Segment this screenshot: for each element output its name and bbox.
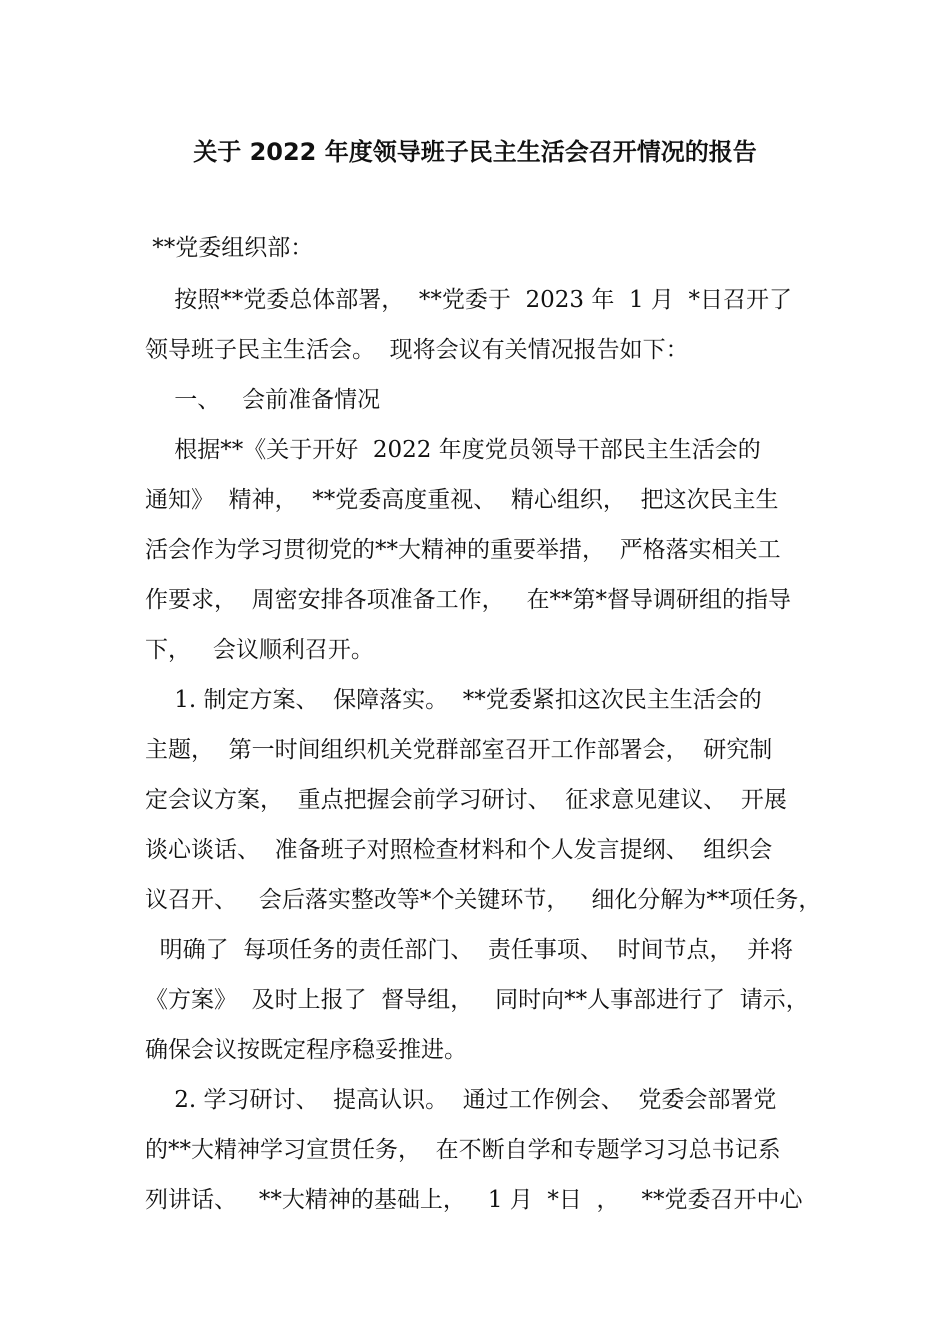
paragraph-line: 的**大精神学习宣贯任务， 在不断自学和专题学习习总书记系 — [145, 1137, 781, 1163]
paragraph-line: 主题， 第一时间组织机关党群部室召开工作部署会， 研究制 — [145, 737, 773, 763]
paragraph-line: 定会议方案， 重点把握会前学习研讨、 征求意见建议、 开展 — [145, 787, 787, 813]
paragraph-line: 按照**党委总体部署， **党委于 2023 年 1 月 *日召开了 — [145, 287, 793, 313]
paragraph-line: 谈心谈话、 准备班子对照检查材料和个人发言提纲、 组织会 — [145, 837, 773, 863]
paragraph-line: **党委组织部： — [145, 235, 314, 261]
document-title: 关于 2022 年度领导班子民主生活会召开情况的报告 — [193, 138, 757, 166]
paragraph-line: 领导班子民主生活会。 现将会议有关情况报告如下： — [145, 337, 689, 363]
section-heading: 一、 会前准备情况 — [145, 387, 381, 413]
paragraph-line: 活会作为学习贯彻党的**大精神的重要举措， 严格落实相关工 — [145, 537, 781, 563]
paragraph-line: 议召开、 会后落实整改等*个关键环节， 细化分解为**项任务， — [145, 887, 822, 913]
paragraph-line: 1. 制定方案、 保障落实。 **党委紧扣这次民主生活会的 — [145, 687, 762, 713]
paragraph-line: 作要求， 周密安排各项准备工作， 在**第*督导调研组的指导 — [145, 587, 792, 613]
paragraph-line: 2. 学习研讨、 提高认识。 通过工作例会、 党委会部署党 — [145, 1087, 777, 1113]
paragraph-line: 根据**《关于开好 2022 年度党员领导干部民主生活会的 — [145, 437, 761, 463]
paragraph-line: 《方案》 及时上报了 督导组， 同时向**人事部进行了 请示， — [145, 987, 809, 1013]
paragraph-line: 列讲话、 **大精神的基础上， 1 月 *日 ， **党委召开中心 — [145, 1187, 803, 1213]
paragraph-line: 确保会议按既定程序稳妥推进。 — [145, 1037, 467, 1063]
paragraph-line: 下， 会议顺利召开。 — [145, 637, 374, 663]
paragraph-line: 明确了 每项任务的责任部门、 责任事项、 时间节点， 并将 — [145, 937, 794, 963]
paragraph-line: 通知》 精神， **党委高度重视、 精心组织， 把这次民主生 — [145, 487, 779, 513]
